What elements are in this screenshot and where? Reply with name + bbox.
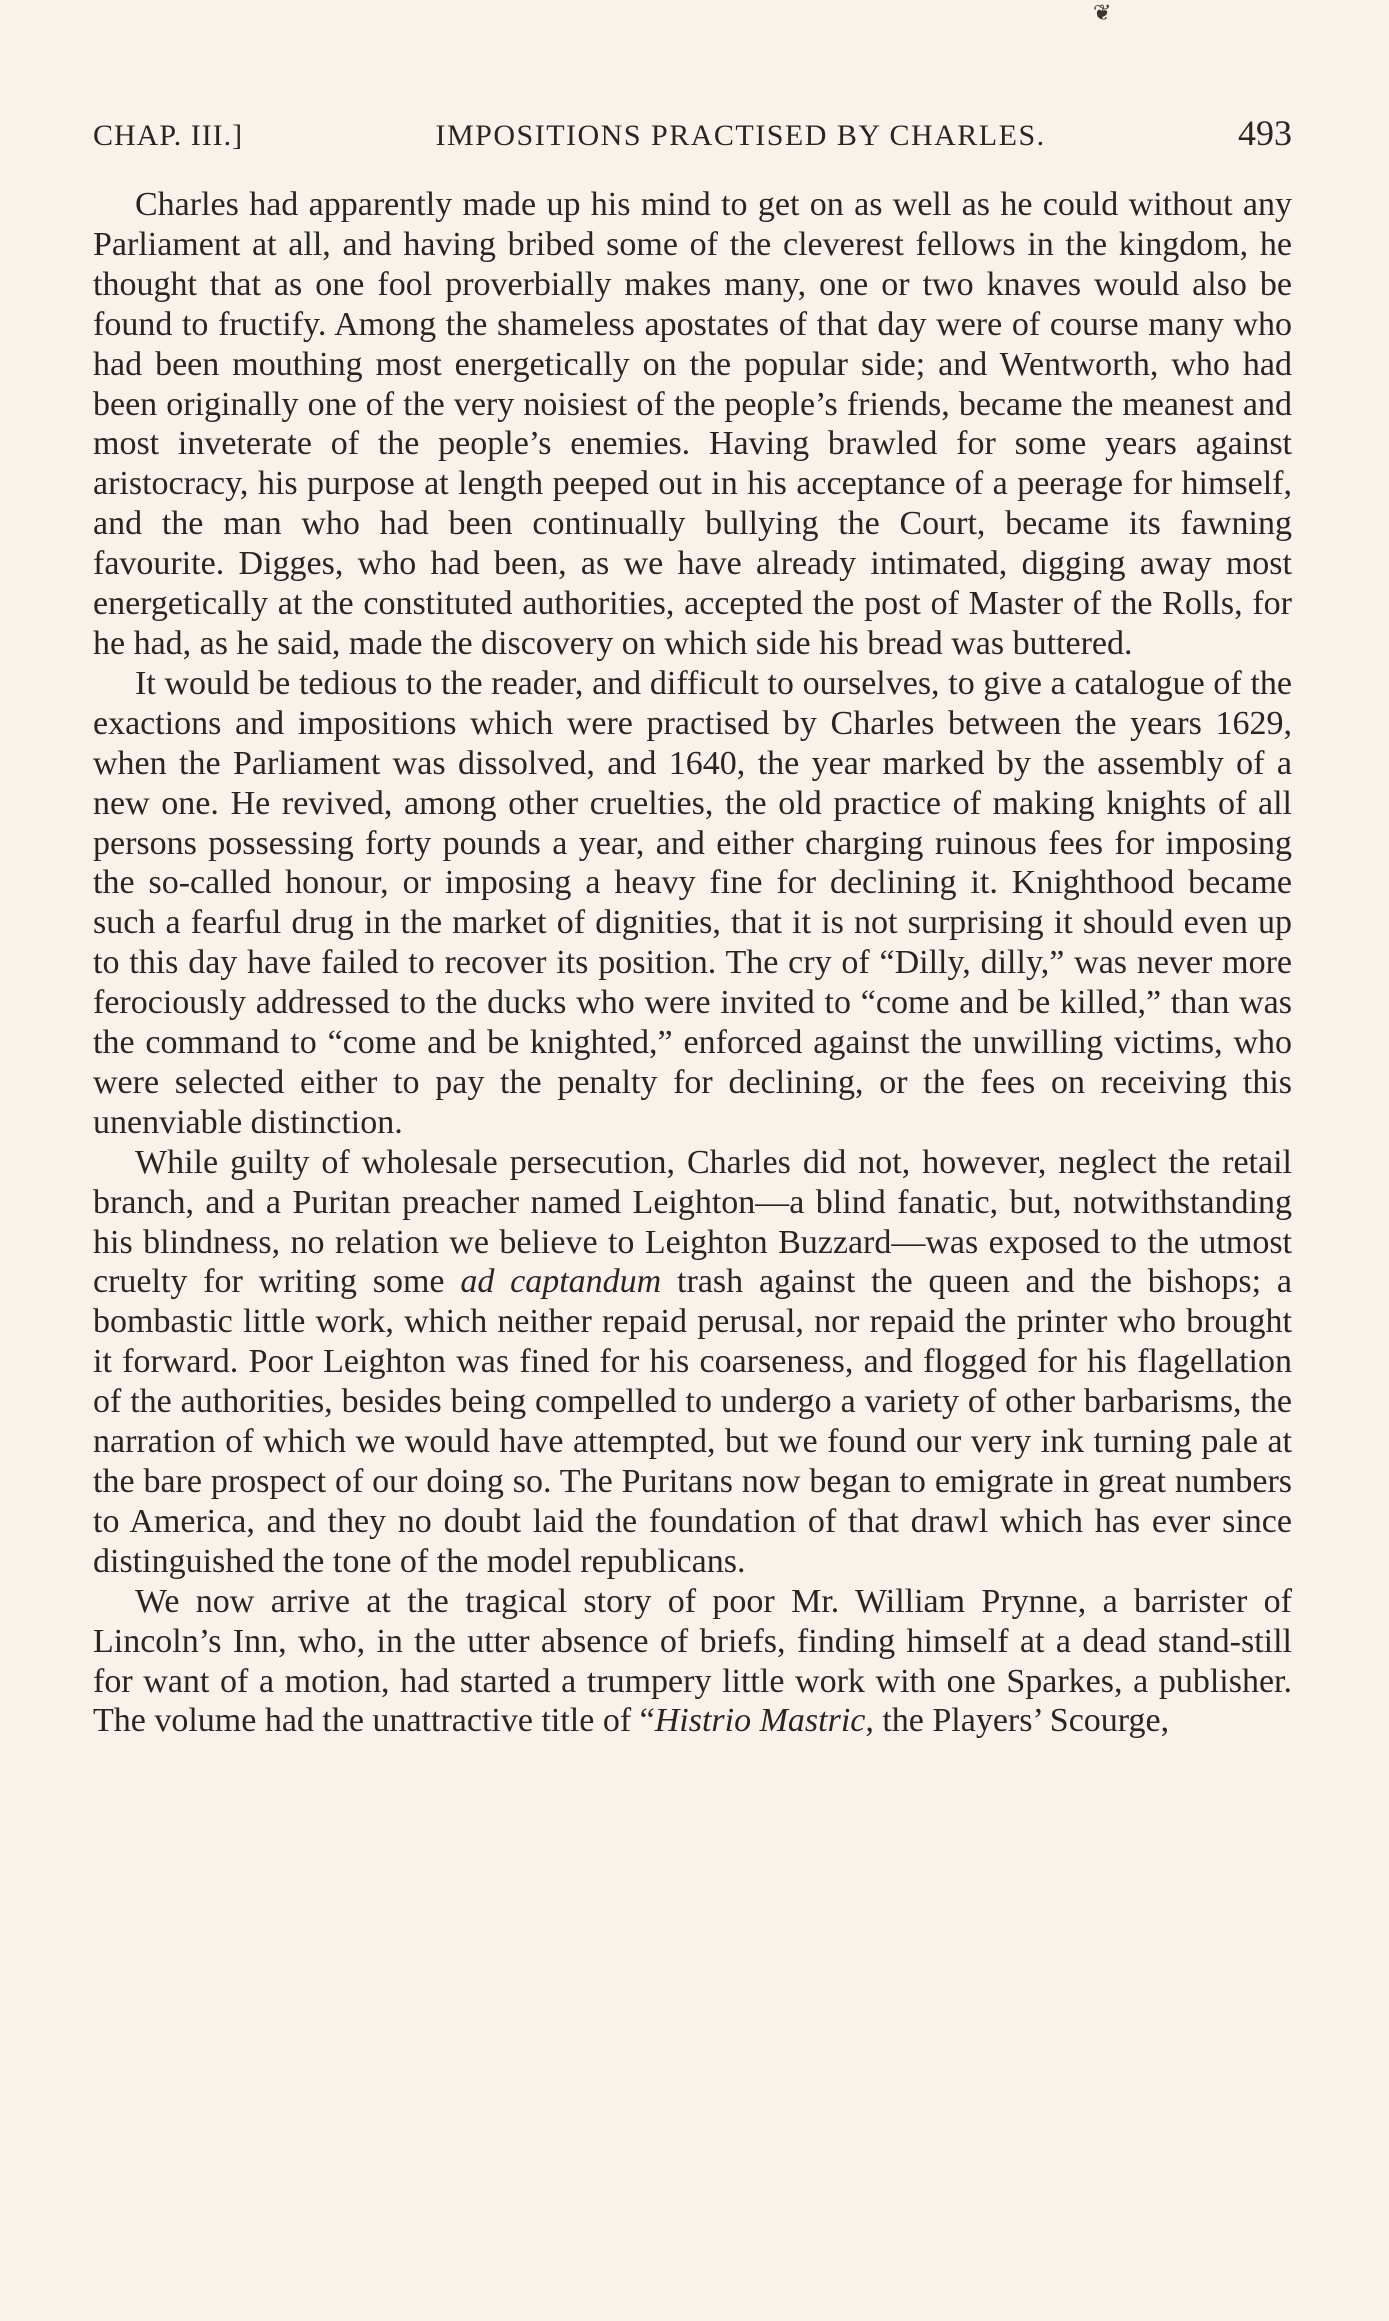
paragraph-4-italic-title: Histrio Mastric,: [654, 1702, 874, 1740]
paragraph-3-text-after: trash against the queen and the bishops; a bombastic little work, which neither repaid perusal, nor repaid the printer who brought it forward. Poor Leighton was fined for his coarseness, and flogged for his flagellation of the authorities, besides being compelled to undergo a variety of other barbarisms, the narration of which we would have attempted, but we found our very ink turning pale at the bare prospect of our doing so. The Puritans now began to emigrate in great numbers to America, and they no doubt laid the foundation of that drawl which has ever since distinguished the tone of the model republicans.: [93, 1263, 1292, 1580]
running-head: [93, 105, 1292, 161]
paragraph-2: It would be tedious to the reader, and difficult to ourselves, to give a catalogue of the exactions and impositions which were practised by Charles between the years 1629, when the Parliament was dissolved, and 1640, the year marked by the assembly of a new one. He revived, among other cruelties, the old practice of making knights of all persons possessing forty pounds a year, and either charging ruinous fees for imposing the so-called honour, or imposing a heavy fine for declining it. Knighthood became such a fearful drug in the market of dignities, that it is not surprising it should even up to this day have failed to recover its position. The cry of “Dilly, dilly,” was never more ferociously addressed to the ducks who were invited to “come and be killed,” than was the command to “come and be knighted,” enforced against the unwilling victims, who were selected either to pay the penalty for declining, or the fees on receiving this unenviable distinction.: [93, 664, 1292, 1141]
paragraph-3-text-before: While guilty of wholesale persecution, Charles did not, however, neglect the retail branch, and a Puritan preacher named Leighton—a blind fanatic, but, notwithstanding his blindness, no relation we believe to Leighton Buzzard—was exposed to the utmost cruelty for writing some: [93, 1143, 1292, 1301]
page-number: 493: [1237, 113, 1292, 153]
body-text: [93, 185, 1292, 1741]
paragraph-1: Charles had apparently made up his mind to get on as well as he could without any Parliament at all, and having bribed some of the cleverest fellows in the kingdom, he thought that as one fool proverbially makes many, one or two knaves would also be found to fructify. Among the shameless apostates of that day were of course many who had been mouthing most energetically on the popular side; and Wentworth, who had been originally one of the very noisiest of the people’s friends, became the meanest and most inveterate of the people’s enemies. Having brawled for some years against aristocracy, his purpose at length peeped out in his acceptance of a peerage for himself, and the man who had been continually bullying the Court, became its fawning favourite. Digges, who had been, as we have already intimated, digging away most energetically at the constituted authorities, accepted the post of Master of the Rolls, for he had, as he said, made the discovery on which side his bread was buttered.: [93, 186, 1292, 662]
chapter-label: CHAP. III.]: [93, 119, 244, 152]
paragraph-4: [93, 1582, 1292, 1742]
page-corner-mark: ❦: [1093, 0, 1112, 25]
running-title: IMPOSITIONS PRACTISED BY CHARLES.: [435, 119, 1046, 152]
paragraph-3-italic-phrase: ad captandum: [460, 1263, 662, 1301]
paragraph-4-text-after: the Players’ Scourge,: [873, 1702, 1170, 1740]
paragraph-4-text-before: We now arrive at the tragical story of poor Mr. William Prynne, a barrister of Lincoln’s Inn, who, in the utter absence of briefs, finding himself at a dead stand-still for want of a motion, had started a trumpery little work with one Sparkes, a publisher. The volume had the unattractive title of “: [93, 1582, 1292, 1740]
paragraph-3: [93, 1143, 1292, 1582]
